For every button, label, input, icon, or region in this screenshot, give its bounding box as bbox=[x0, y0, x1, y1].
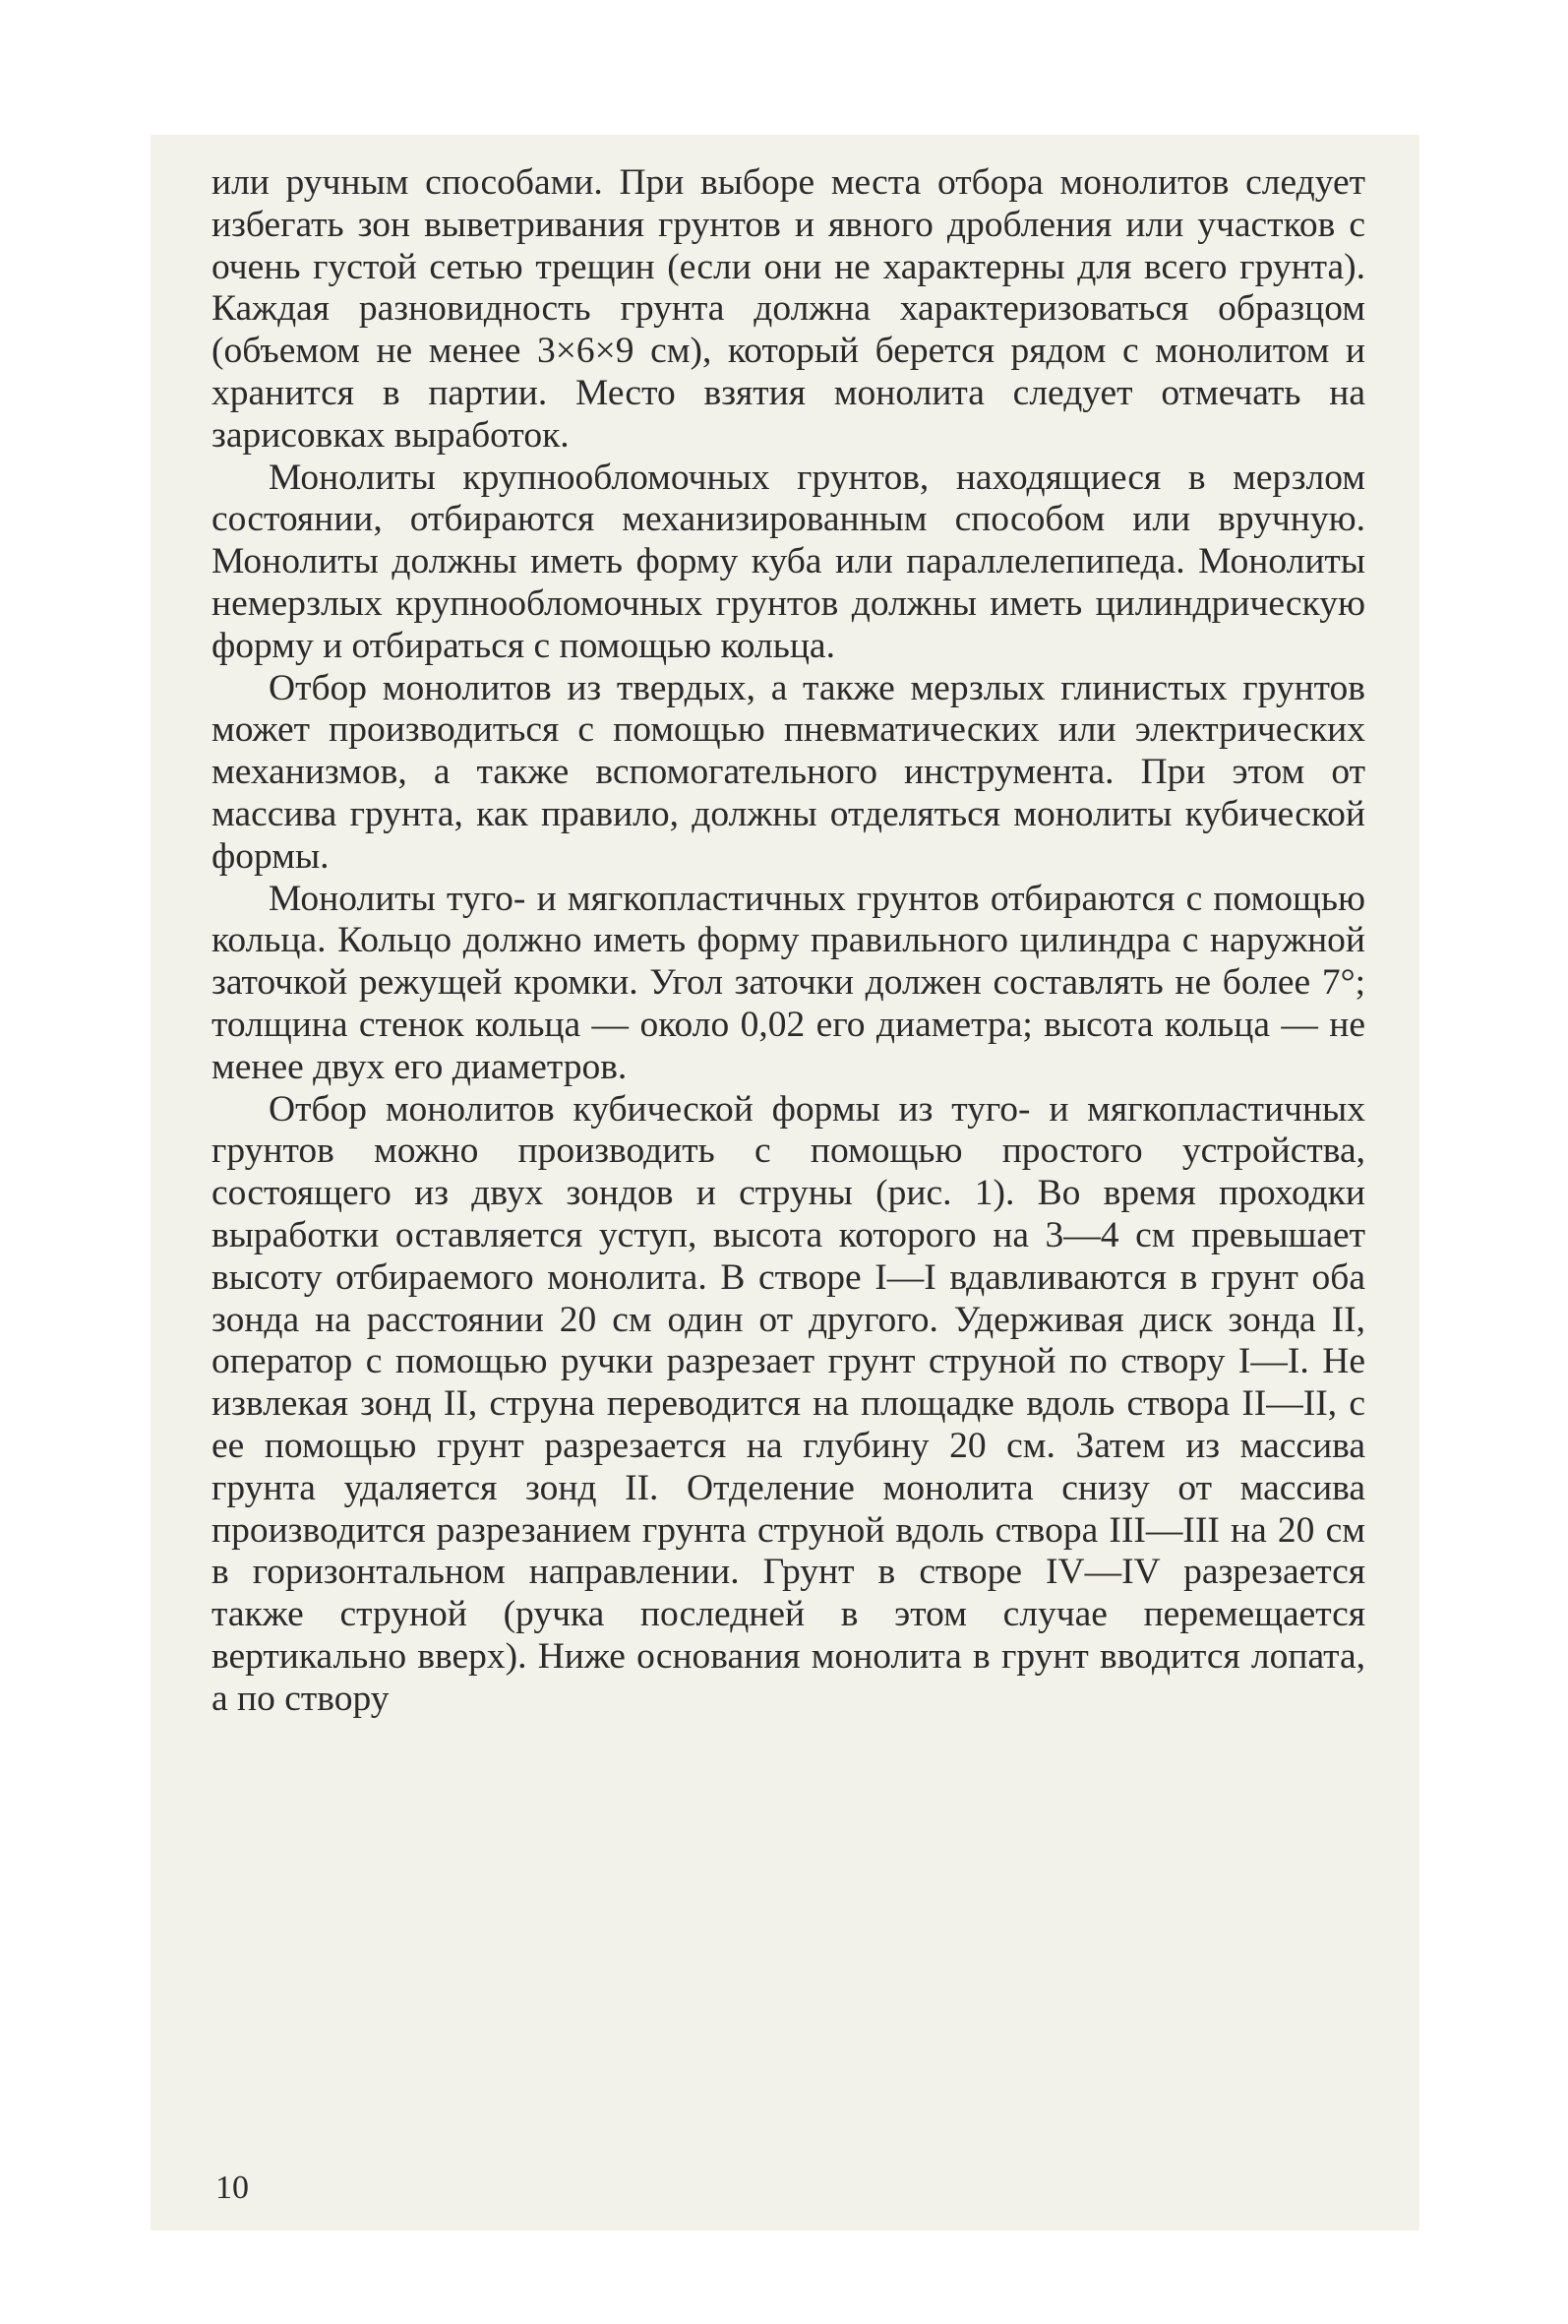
paragraph-3: Отбор монолитов из твердых, а также мерзлых глинистых грунтов может производиться с помощью пневматических или электрических механизмов, а также вспомогательного инструмента. При этом от массива грунта, как правило, должны отделяться монолиты кубической формы. bbox=[211, 667, 1365, 877]
paragraph-4: Монолиты туго- и мягкопластичных грунтов отбираются с помощью кольца. Кольцо должно иметь форму правильного цилиндра с наружной заточкой режущей кромки. Угол заточки должен составлять не более 7°; толщина стенок кольца — около 0,02 его диаметра; высота кольца — не менее двух его диаметров. bbox=[211, 878, 1365, 1087]
paragraph-1: или ручным способами. При выборе места отбора монолитов следует избегать зон выветривания грунтов и явного дробления или участков с очень густой сетью трещин (если они не характерны для всего грунта). Каждая разновидность грунта должна характеризоваться образцом (объемом не менее 3×6×9 см), который берется рядом с монолитом и хранится в партии. Место взятия монолита следует отмечать на зарисовках выработок. bbox=[211, 162, 1365, 456]
paragraph-5: Отбор монолитов кубической формы из туго- и мягкопластичных грунтов можно производить с помощью простого устройства, состоящего из двух зондов и струны (рис. 1). Во время проходки выработки оставляется уступ, высота которого на 3—4 см превышает высоту отбираемого монолита. В створе I—I вдавливаются в грунт оба зонда на расстоянии 20 см один от другого. Удерживая диск зонда II, оператор с помощью ручки разрезает грунт струной по створу I—I. Не извлекая зонд II, струна переводится на площадке вдоль створа II—II, с ее помощью грунт разрезается на глубину 20 см. Затем из массива грунта удаляется зонд II. Отделение монолита снизу от массива производится разрезанием грунта струной вдоль створа III—III на 20 см в горизонтальном направлении. Грунт в створе IV—IV разрезается также струной (ручка последней в этом случае перемещается вертикально вверх). Ниже основания монолита в грунт вводится лопата, а по створу bbox=[211, 1088, 1365, 1719]
scanned-page bbox=[151, 135, 1419, 2231]
page-number: 10 bbox=[215, 2170, 249, 2206]
body-text bbox=[211, 162, 1365, 1720]
paragraph-2: Монолиты крупнообломочных грунтов, находящиеся в мерзлом состоянии, отбираются механизированным способом или вручную. Монолиты должны иметь форму куба или параллелепипеда. Монолиты немерзлых крупнообломочных грунтов должны иметь цилиндрическую форму и отбираться с помощью кольца. bbox=[211, 457, 1365, 666]
